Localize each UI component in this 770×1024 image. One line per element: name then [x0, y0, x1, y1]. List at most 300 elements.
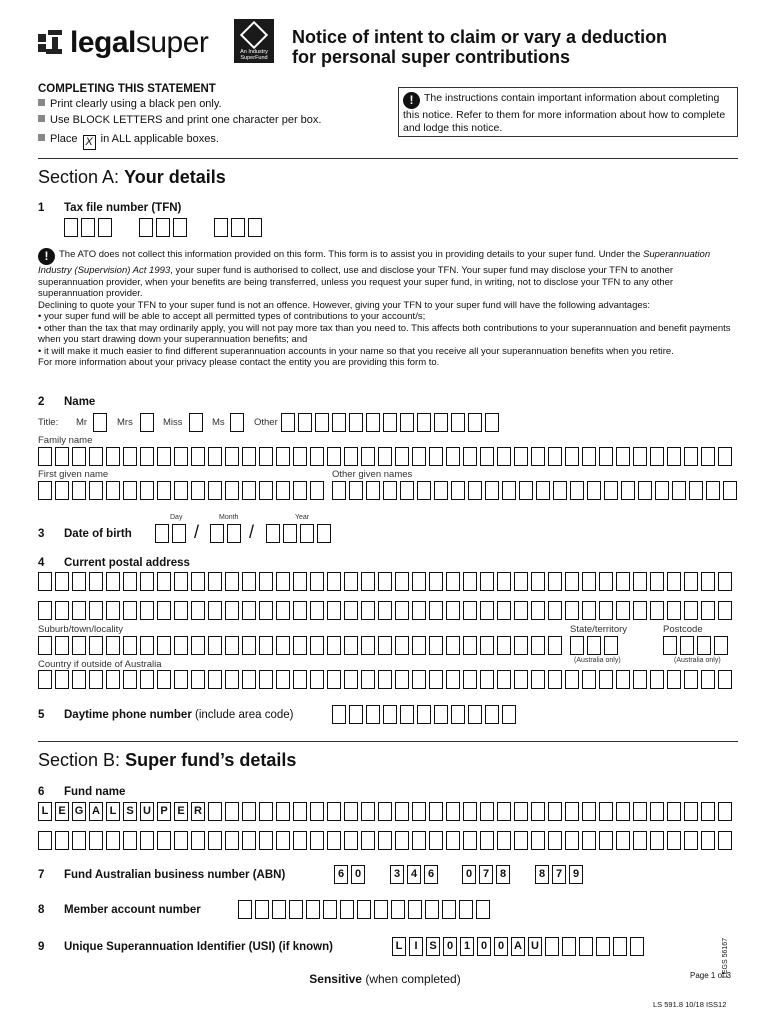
character-box[interactable]	[38, 831, 52, 850]
character-box[interactable]	[72, 636, 86, 655]
character-box[interactable]	[349, 705, 363, 724]
character-box[interactable]	[395, 636, 409, 655]
character-box[interactable]	[663, 636, 677, 655]
suburb-boxes[interactable]	[38, 636, 565, 655]
character-box[interactable]	[701, 802, 715, 821]
character-box[interactable]	[242, 481, 256, 500]
character-box[interactable]	[701, 670, 715, 689]
character-box[interactable]	[417, 705, 431, 724]
character-box[interactable]	[531, 831, 545, 850]
character-box[interactable]	[276, 572, 290, 591]
character-box[interactable]: L	[106, 802, 120, 821]
character-box[interactable]	[514, 447, 528, 466]
character-box[interactable]	[680, 636, 694, 655]
tfn-box[interactable]	[139, 218, 153, 237]
character-box[interactable]	[412, 636, 426, 655]
character-box[interactable]	[480, 636, 494, 655]
character-box[interactable]	[323, 900, 337, 919]
character-box[interactable]	[701, 601, 715, 620]
abn-group-3[interactable]	[462, 865, 513, 884]
character-box[interactable]	[55, 601, 69, 620]
character-box[interactable]	[242, 601, 256, 620]
character-box[interactable]	[599, 601, 613, 620]
character-box[interactable]	[361, 831, 375, 850]
tfn-box[interactable]	[64, 218, 78, 237]
character-box[interactable]: 3	[390, 865, 404, 884]
character-box[interactable]	[446, 601, 460, 620]
character-box[interactable]	[191, 481, 205, 500]
character-box[interactable]	[310, 670, 324, 689]
dob-month-boxes[interactable]	[210, 524, 244, 543]
character-box[interactable]	[412, 601, 426, 620]
postcode-boxes[interactable]	[663, 636, 731, 655]
character-box[interactable]	[225, 802, 239, 821]
character-box[interactable]	[55, 447, 69, 466]
character-box[interactable]	[548, 802, 562, 821]
character-box[interactable]	[519, 481, 533, 500]
tfn-box[interactable]	[214, 218, 228, 237]
character-box[interactable]	[242, 572, 256, 591]
character-box[interactable]	[630, 937, 644, 956]
character-box[interactable]	[463, 447, 477, 466]
character-box[interactable]	[604, 481, 618, 500]
title-mr-checkbox[interactable]	[93, 413, 107, 432]
character-box[interactable]	[191, 831, 205, 850]
character-box[interactable]	[667, 802, 681, 821]
title-miss-checkbox[interactable]	[189, 413, 203, 432]
character-box[interactable]	[395, 802, 409, 821]
character-box[interactable]	[259, 802, 273, 821]
character-box[interactable]	[395, 601, 409, 620]
character-box[interactable]	[191, 447, 205, 466]
character-box[interactable]	[327, 802, 341, 821]
character-box[interactable]	[391, 900, 405, 919]
character-box[interactable]	[667, 572, 681, 591]
character-box[interactable]	[208, 636, 222, 655]
character-box[interactable]	[667, 447, 681, 466]
character-box[interactable]	[259, 447, 273, 466]
character-box[interactable]: P	[157, 802, 171, 821]
character-box[interactable]	[621, 481, 635, 500]
character-box[interactable]	[565, 447, 579, 466]
character-box[interactable]	[446, 636, 460, 655]
character-box[interactable]	[266, 524, 280, 543]
character-box[interactable]: G	[72, 802, 86, 821]
character-box[interactable]: 8	[496, 865, 510, 884]
character-box[interactable]	[317, 524, 331, 543]
character-box[interactable]	[497, 670, 511, 689]
character-box[interactable]	[225, 447, 239, 466]
character-box[interactable]	[429, 636, 443, 655]
character-box[interactable]	[293, 636, 307, 655]
character-box[interactable]	[531, 447, 545, 466]
character-box[interactable]	[655, 481, 669, 500]
character-box[interactable]	[536, 481, 550, 500]
character-box[interactable]	[349, 481, 363, 500]
character-box[interactable]	[208, 802, 222, 821]
character-box[interactable]	[638, 481, 652, 500]
character-box[interactable]	[579, 937, 593, 956]
character-box[interactable]	[361, 447, 375, 466]
character-box[interactable]	[174, 572, 188, 591]
character-box[interactable]	[599, 572, 613, 591]
character-box[interactable]	[242, 636, 256, 655]
character-box[interactable]	[378, 601, 392, 620]
character-box[interactable]	[72, 572, 86, 591]
character-box[interactable]	[89, 636, 103, 655]
character-box[interactable]	[463, 601, 477, 620]
character-box[interactable]	[106, 636, 120, 655]
character-box[interactable]	[718, 802, 732, 821]
character-box[interactable]	[157, 601, 171, 620]
character-box[interactable]	[174, 831, 188, 850]
character-box[interactable]: 7	[479, 865, 493, 884]
character-box[interactable]	[327, 447, 341, 466]
character-box[interactable]	[480, 601, 494, 620]
character-box[interactable]	[298, 413, 312, 432]
character-box[interactable]	[55, 831, 69, 850]
character-box[interactable]	[242, 831, 256, 850]
character-box[interactable]: U	[528, 937, 542, 956]
character-box[interactable]	[425, 900, 439, 919]
character-box[interactable]	[361, 636, 375, 655]
character-box[interactable]	[344, 636, 358, 655]
character-box[interactable]	[429, 572, 443, 591]
character-box[interactable]	[225, 670, 239, 689]
character-box[interactable]	[293, 601, 307, 620]
character-box[interactable]	[514, 572, 528, 591]
character-box[interactable]	[378, 831, 392, 850]
character-box[interactable]	[434, 705, 448, 724]
character-box[interactable]: 0	[351, 865, 365, 884]
character-box[interactable]	[616, 802, 630, 821]
tfn-box[interactable]	[173, 218, 187, 237]
character-box[interactable]	[565, 601, 579, 620]
character-box[interactable]	[718, 670, 732, 689]
character-box[interactable]	[718, 572, 732, 591]
character-box[interactable]	[650, 831, 664, 850]
tfn-group-2[interactable]	[139, 218, 190, 237]
character-box[interactable]	[72, 481, 86, 500]
character-box[interactable]	[225, 601, 239, 620]
character-box[interactable]	[497, 636, 511, 655]
character-box[interactable]	[293, 670, 307, 689]
character-box[interactable]	[650, 802, 664, 821]
character-box[interactable]	[582, 601, 596, 620]
character-box[interactable]	[174, 636, 188, 655]
character-box[interactable]	[451, 705, 465, 724]
character-box[interactable]	[366, 481, 380, 500]
character-box[interactable]	[276, 447, 290, 466]
character-box[interactable]	[650, 601, 664, 620]
character-box[interactable]	[400, 413, 414, 432]
character-box[interactable]	[123, 481, 137, 500]
character-box[interactable]	[378, 572, 392, 591]
character-box[interactable]	[140, 831, 154, 850]
character-box[interactable]	[378, 802, 392, 821]
character-box[interactable]	[697, 636, 711, 655]
character-box[interactable]	[480, 447, 494, 466]
character-box[interactable]	[242, 802, 256, 821]
family-name-boxes[interactable]	[38, 447, 735, 466]
character-box[interactable]	[446, 831, 460, 850]
character-box[interactable]	[582, 670, 596, 689]
character-box[interactable]	[497, 802, 511, 821]
character-box[interactable]	[276, 670, 290, 689]
character-box[interactable]: 0	[477, 937, 491, 956]
character-box[interactable]	[548, 601, 562, 620]
character-box[interactable]	[106, 447, 120, 466]
character-box[interactable]	[587, 636, 601, 655]
character-box[interactable]	[327, 636, 341, 655]
character-box[interactable]	[599, 802, 613, 821]
character-box[interactable]	[89, 481, 103, 500]
character-box[interactable]	[208, 601, 222, 620]
character-box[interactable]	[140, 636, 154, 655]
character-box[interactable]	[718, 601, 732, 620]
character-box[interactable]	[434, 413, 448, 432]
character-box[interactable]	[242, 670, 256, 689]
character-box[interactable]	[684, 802, 698, 821]
character-box[interactable]	[468, 413, 482, 432]
member-account-boxes[interactable]	[238, 900, 493, 919]
character-box[interactable]	[378, 636, 392, 655]
character-box[interactable]	[327, 670, 341, 689]
character-box[interactable]	[429, 447, 443, 466]
character-box[interactable]	[485, 705, 499, 724]
character-box[interactable]	[310, 802, 324, 821]
character-box[interactable]	[616, 670, 630, 689]
character-box[interactable]	[208, 831, 222, 850]
character-box[interactable]	[310, 481, 324, 500]
title-mrs-checkbox[interactable]	[140, 413, 154, 432]
character-box[interactable]	[412, 670, 426, 689]
character-box[interactable]	[599, 831, 613, 850]
character-box[interactable]	[55, 572, 69, 591]
character-box[interactable]	[72, 670, 86, 689]
character-box[interactable]	[191, 636, 205, 655]
character-box[interactable]	[310, 601, 324, 620]
character-box[interactable]	[684, 572, 698, 591]
character-box[interactable]	[157, 572, 171, 591]
tfn-box[interactable]	[98, 218, 112, 237]
character-box[interactable]	[225, 831, 239, 850]
character-box[interactable]	[242, 447, 256, 466]
character-box[interactable]	[106, 601, 120, 620]
character-box[interactable]	[463, 572, 477, 591]
character-box[interactable]	[55, 636, 69, 655]
character-box[interactable]	[123, 670, 137, 689]
character-box[interactable]	[616, 447, 630, 466]
character-box[interactable]	[89, 447, 103, 466]
character-box[interactable]	[272, 900, 286, 919]
usi-boxes[interactable]	[392, 937, 647, 956]
character-box[interactable]	[616, 572, 630, 591]
character-box[interactable]	[429, 802, 443, 821]
character-box[interactable]	[485, 481, 499, 500]
character-box[interactable]	[650, 572, 664, 591]
character-box[interactable]	[497, 831, 511, 850]
character-box[interactable]	[565, 670, 579, 689]
character-box[interactable]	[89, 670, 103, 689]
character-box[interactable]	[514, 601, 528, 620]
character-box[interactable]	[344, 447, 358, 466]
character-box[interactable]	[344, 601, 358, 620]
character-box[interactable]	[672, 481, 686, 500]
character-box[interactable]	[191, 601, 205, 620]
abn-group-4[interactable]	[535, 865, 586, 884]
character-box[interactable]	[140, 601, 154, 620]
character-box[interactable]	[476, 900, 490, 919]
character-box[interactable]	[191, 572, 205, 591]
address-line-2-boxes[interactable]	[38, 601, 735, 620]
character-box[interactable]: R	[191, 802, 205, 821]
character-box[interactable]	[306, 900, 320, 919]
character-box[interactable]	[72, 601, 86, 620]
character-box[interactable]	[157, 636, 171, 655]
character-box[interactable]	[123, 831, 137, 850]
character-box[interactable]	[497, 447, 511, 466]
character-box[interactable]	[310, 447, 324, 466]
title-other-boxes[interactable]	[281, 413, 502, 432]
character-box[interactable]	[38, 572, 52, 591]
character-box[interactable]	[72, 447, 86, 466]
character-box[interactable]	[332, 705, 346, 724]
character-box[interactable]	[451, 413, 465, 432]
phone-boxes[interactable]	[332, 705, 519, 724]
character-box[interactable]	[259, 636, 273, 655]
character-box[interactable]	[451, 481, 465, 500]
character-box[interactable]	[140, 447, 154, 466]
character-box[interactable]	[633, 601, 647, 620]
character-box[interactable]	[276, 636, 290, 655]
character-box[interactable]: 0	[494, 937, 508, 956]
character-box[interactable]	[684, 670, 698, 689]
character-box[interactable]	[446, 802, 460, 821]
character-box[interactable]: I	[409, 937, 423, 956]
character-box[interactable]	[633, 670, 647, 689]
character-box[interactable]	[689, 481, 703, 500]
character-box[interactable]	[582, 802, 596, 821]
character-box[interactable]	[570, 636, 584, 655]
character-box[interactable]	[208, 447, 222, 466]
character-box[interactable]	[562, 937, 576, 956]
character-box[interactable]	[327, 572, 341, 591]
character-box[interactable]	[480, 572, 494, 591]
character-box[interactable]	[706, 481, 720, 500]
character-box[interactable]	[599, 670, 613, 689]
character-box[interactable]	[225, 636, 239, 655]
character-box[interactable]	[684, 601, 698, 620]
character-box[interactable]	[310, 572, 324, 591]
character-box[interactable]	[548, 831, 562, 850]
tfn-group-1[interactable]	[64, 218, 115, 237]
character-box[interactable]	[395, 447, 409, 466]
character-box[interactable]	[300, 524, 314, 543]
character-box[interactable]	[123, 572, 137, 591]
character-box[interactable]	[140, 572, 154, 591]
character-box[interactable]	[497, 572, 511, 591]
character-box[interactable]: 0	[462, 865, 476, 884]
character-box[interactable]	[289, 900, 303, 919]
character-box[interactable]	[383, 481, 397, 500]
character-box[interactable]: 4	[407, 865, 421, 884]
character-box[interactable]	[344, 802, 358, 821]
title-ms-checkbox[interactable]	[230, 413, 244, 432]
character-box[interactable]	[38, 447, 52, 466]
character-box[interactable]	[714, 636, 728, 655]
character-box[interactable]	[155, 524, 169, 543]
character-box[interactable]: 6	[334, 865, 348, 884]
character-box[interactable]	[259, 670, 273, 689]
character-box[interactable]	[378, 670, 392, 689]
character-box[interactable]	[718, 447, 732, 466]
character-box[interactable]	[227, 524, 241, 543]
character-box[interactable]	[459, 900, 473, 919]
fund-name-row-2[interactable]	[38, 831, 735, 850]
character-box[interactable]	[293, 481, 307, 500]
character-box[interactable]	[174, 447, 188, 466]
character-box[interactable]	[531, 802, 545, 821]
character-box[interactable]	[208, 670, 222, 689]
character-box[interactable]: 8	[535, 865, 549, 884]
character-box[interactable]	[463, 670, 477, 689]
character-box[interactable]	[667, 601, 681, 620]
character-box[interactable]	[293, 802, 307, 821]
character-box[interactable]	[463, 802, 477, 821]
abn-group-1[interactable]	[334, 865, 368, 884]
character-box[interactable]	[210, 524, 224, 543]
character-box[interactable]	[412, 572, 426, 591]
character-box[interactable]	[616, 601, 630, 620]
character-box[interactable]: 1	[460, 937, 474, 956]
character-box[interactable]: U	[140, 802, 154, 821]
character-box[interactable]	[514, 831, 528, 850]
character-box[interactable]	[174, 670, 188, 689]
character-box[interactable]	[446, 572, 460, 591]
character-box[interactable]: 6	[424, 865, 438, 884]
character-box[interactable]	[123, 601, 137, 620]
character-box[interactable]	[172, 524, 186, 543]
character-box[interactable]	[395, 831, 409, 850]
character-box[interactable]	[480, 831, 494, 850]
character-box[interactable]	[106, 481, 120, 500]
character-box[interactable]	[140, 670, 154, 689]
character-box[interactable]	[497, 601, 511, 620]
character-box[interactable]	[366, 705, 380, 724]
character-box[interactable]	[485, 413, 499, 432]
character-box[interactable]	[327, 601, 341, 620]
character-box[interactable]	[633, 831, 647, 850]
character-box[interactable]	[140, 481, 154, 500]
character-box[interactable]	[650, 670, 664, 689]
character-box[interactable]	[344, 670, 358, 689]
character-box[interactable]	[570, 481, 584, 500]
character-box[interactable]	[259, 831, 273, 850]
character-box[interactable]	[650, 447, 664, 466]
other-given-boxes[interactable]	[332, 481, 740, 500]
character-box[interactable]	[72, 831, 86, 850]
character-box[interactable]	[259, 572, 273, 591]
character-box[interactable]	[582, 572, 596, 591]
character-box[interactable]	[553, 481, 567, 500]
character-box[interactable]	[408, 900, 422, 919]
character-box[interactable]	[293, 831, 307, 850]
character-box[interactable]	[633, 447, 647, 466]
character-box[interactable]	[225, 572, 239, 591]
character-box[interactable]	[565, 831, 579, 850]
character-box[interactable]	[55, 670, 69, 689]
